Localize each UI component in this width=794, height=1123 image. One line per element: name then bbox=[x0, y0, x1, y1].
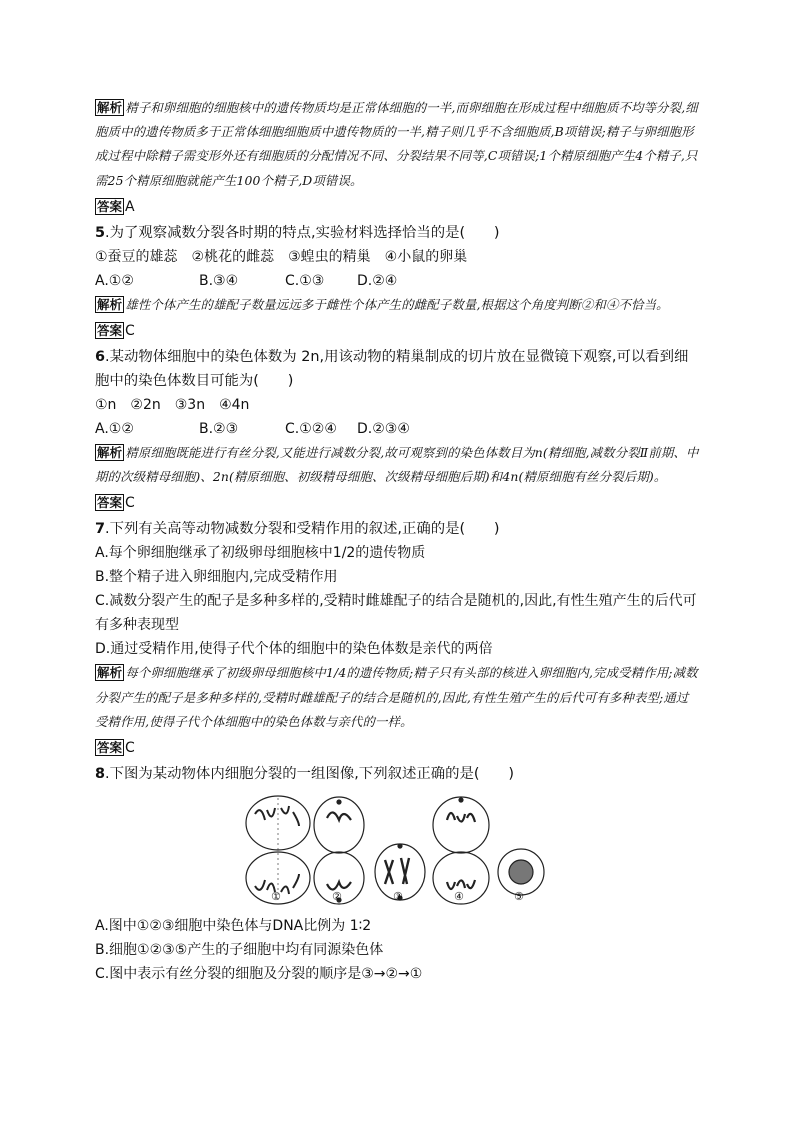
analysis-text: 雄性个体产生的雄配子数量远远多于雌性个体产生的雌配子数量,根据这个角度判断②和④不恰当。 bbox=[125, 296, 669, 312]
q7-analysis bbox=[95, 661, 699, 734]
option-c: C.①③ bbox=[285, 272, 325, 289]
question-number: 6 bbox=[95, 349, 106, 366]
analysis-text: 精子和卵细胞的细胞核中的遗传物质均是正常体细胞的一半,而卵细胞在形成过程中细胞质不均等分裂,细胞质中的遗传物质多于正常体细胞细胞质中遗传物质的一半,精子则几乎不含细胞质,B项错误;精子与卵细胞形成过程中除精子需变形外还有细胞质的分配情况不同、分裂结果不同等,C项错误;1个精原细胞产生4个精子,只需25个精原细胞就能产生100个精子,D项错误。 bbox=[95, 100, 698, 188]
question-6 bbox=[95, 345, 699, 393]
analysis-text: 精原细胞既能进行有丝分裂,又能进行减数分裂,故可观察到的染色体数目为n(精细胞,减数分裂Ⅱ前期、中期的次级精母细胞)、2n(精原细胞、初级精母细胞、次级精母细胞后期)和4n(精原细胞有丝分裂后期)。 bbox=[95, 445, 699, 485]
q6-analysis bbox=[95, 441, 699, 489]
question-stem: .下图为某动物体内细胞分裂的一组图像,下列叙述正确的是( ) bbox=[105, 766, 514, 783]
question-6-options bbox=[95, 417, 699, 441]
option-c: C.减数分裂产生的配子是多种多样的,受精时雌雄配子的结合是随机的,因此,有性生殖产生的后代可有多种表现型 bbox=[95, 593, 697, 634]
answer-value: A bbox=[125, 198, 135, 215]
figure-label-5: ⑤ bbox=[514, 890, 524, 904]
cell-5 bbox=[498, 849, 544, 895]
question-stem: .某动物体细胞中的染色体数为 2n,用该动物的精巢制成的切片放在显微镜下观察,可以看到细胞中的染色体数目可能为( ) bbox=[95, 349, 689, 390]
analysis-tag: 解析 bbox=[97, 100, 123, 115]
question-5-items: ①蚕豆的雄蕊 ②桃花的雌蕊 ③蝗虫的精巢 ④小鼠的卵巢 bbox=[95, 248, 468, 265]
q6-answer bbox=[95, 491, 699, 515]
question-number: 7 bbox=[95, 521, 106, 538]
option-a: A.①② bbox=[95, 272, 134, 289]
question-5-options bbox=[95, 269, 699, 293]
answer-tag: 答案 bbox=[97, 740, 123, 756]
question-stem: .下列有关高等动物减数分裂和受精作用的叙述,正确的是( ) bbox=[105, 521, 500, 538]
option-d: D.②③④ bbox=[357, 421, 410, 438]
answer-value: C bbox=[125, 323, 135, 340]
option-d: D.通过受精作用,使得子代个体的细胞中的染色体数是亲代的两倍 bbox=[95, 641, 493, 658]
option-b: B.整个精子进入卵细胞内,完成受精作用 bbox=[95, 569, 338, 586]
option-b: B.③④ bbox=[199, 272, 239, 289]
option-a: A.①② bbox=[95, 421, 134, 438]
question-8 bbox=[95, 762, 699, 786]
cell-1 bbox=[246, 796, 310, 904]
q4-analysis bbox=[95, 96, 699, 193]
q7-answer bbox=[95, 736, 699, 760]
answer-tag: 答案 bbox=[97, 495, 123, 511]
option-a: A.每个卵细胞继承了初级卵母细胞核中1/2的遗传物质 bbox=[95, 545, 426, 562]
question-5 bbox=[95, 221, 699, 245]
analysis-tag: 解析 bbox=[97, 296, 123, 312]
answer-tag: 答案 bbox=[97, 198, 123, 214]
cell-4 bbox=[433, 797, 489, 904]
answer-tag: 答案 bbox=[97, 323, 123, 339]
question-stem: .为了观察减数分裂各时期的特点,实验材料选择恰当的是( ) bbox=[105, 224, 500, 241]
option-c: C.①②④ bbox=[285, 421, 337, 438]
q5-analysis bbox=[95, 293, 699, 317]
option-d: D.②④ bbox=[357, 272, 398, 289]
analysis-tag: 解析 bbox=[97, 665, 123, 681]
analysis-tag: 解析 bbox=[97, 445, 123, 461]
option-a: A.图中①②③细胞中染色体与DNA比例为 1∶2 bbox=[95, 918, 372, 935]
answer-value: C bbox=[125, 740, 135, 757]
figure-label-3: ③ bbox=[393, 890, 403, 904]
q5-answer bbox=[95, 319, 699, 343]
question-6-items: ①n ②2n ③3n ④4n bbox=[95, 397, 250, 414]
figure-label-1: ① bbox=[271, 890, 281, 904]
cell-2 bbox=[314, 797, 364, 904]
page-content bbox=[95, 96, 699, 986]
figure-label-4: ④ bbox=[454, 890, 464, 904]
q4-answer bbox=[95, 195, 699, 219]
analysis-text: 每个卵细胞继承了初级卵母细胞核中1/4的遗传物质;精子只有头部的核进入卵细胞内,完成受精作用;减数分裂产生的配子是多种多样的,受精时雌雄配子的结合是随机的,因此,有性生殖产生的后代可有多种表型;通过受精作用,使得子代个体细胞中的染色体数与亲代的一样。 bbox=[95, 665, 698, 729]
cell-division-figure bbox=[95, 792, 699, 910]
question-number: 5 bbox=[95, 224, 106, 241]
option-b: B.②③ bbox=[199, 421, 239, 438]
answer-value: C bbox=[125, 495, 135, 512]
option-c: C.图中表示有丝分裂的细胞及分裂的顺序是③→②→① bbox=[95, 966, 423, 983]
figure-label-2: ② bbox=[332, 890, 342, 904]
option-b: B.细胞①②③⑤产生的子细胞中均有同源染色体 bbox=[95, 942, 384, 959]
question-7 bbox=[95, 517, 699, 541]
question-number: 8 bbox=[95, 766, 106, 783]
